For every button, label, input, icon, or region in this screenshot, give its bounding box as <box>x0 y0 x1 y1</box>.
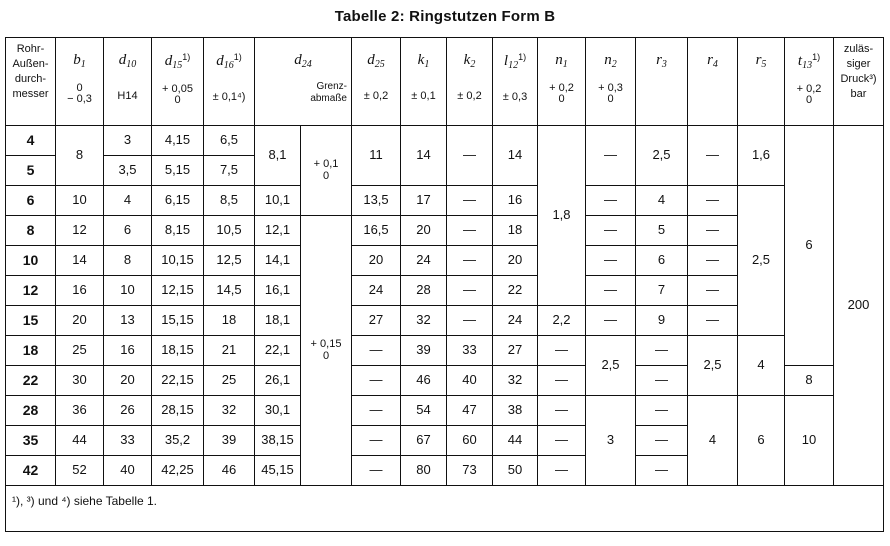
cell-k1: 20 <box>401 216 447 246</box>
cell-n2: — <box>586 216 636 246</box>
footnote: ¹), ³) und ⁴) siehe Tabelle 1. <box>6 486 884 532</box>
cell-d10: 8 <box>104 246 152 276</box>
cell-n2: — <box>586 306 636 336</box>
cell-d10: 33 <box>104 426 152 456</box>
cell-d15: 42,25 <box>152 456 204 486</box>
cell-d10: 3,5 <box>104 156 152 186</box>
cell-l12: 44 <box>493 426 538 456</box>
cell-r3: — <box>636 336 688 366</box>
header-row <box>6 38 884 126</box>
cell-r3: — <box>636 366 688 396</box>
cell-k1: 67 <box>401 426 447 456</box>
cell-l12: 27 <box>493 336 538 366</box>
cell-d25: 13,5 <box>352 186 401 216</box>
header-r5: $r_5$ <box>738 38 785 126</box>
cell-k1: 14 <box>401 126 447 186</box>
cell-d16: 46 <box>204 456 255 486</box>
cell-d15: 5,15 <box>152 156 204 186</box>
cell-d15: 12,15 <box>152 276 204 306</box>
header-t13: $t_{13}^{1)}$ + 0,2 0 <box>785 38 834 126</box>
cell-l12: 14 <box>493 126 538 186</box>
table-row <box>6 396 884 426</box>
cell-d15: 18,15 <box>152 336 204 366</box>
cell-r4: — <box>688 306 738 336</box>
cell-n2: — <box>586 186 636 216</box>
cell-r3: 4 <box>636 186 688 216</box>
cell-d16: 6,5 <box>204 126 255 156</box>
cell-d24: 14,1 <box>255 246 301 276</box>
cell-d24: 18,1 <box>255 306 301 336</box>
cell-r5: 1,6 <box>738 126 785 186</box>
cell-d25: 24 <box>352 276 401 306</box>
cell-k2: 60 <box>447 426 493 456</box>
cell-r4: — <box>688 246 738 276</box>
cell-n1: — <box>538 336 586 366</box>
cell-d24: 22,1 <box>255 336 301 366</box>
cell-n1: — <box>538 426 586 456</box>
cell-d10: 4 <box>104 186 152 216</box>
cell-k2: — <box>447 306 493 336</box>
cell-n2: — <box>586 276 636 306</box>
cell-n1: — <box>538 456 586 486</box>
cell-d10: 40 <box>104 456 152 486</box>
row-diameter: 12 <box>6 276 56 306</box>
cell-d25: — <box>352 366 401 396</box>
cell-d15: 6,15 <box>152 186 204 216</box>
cell-d16: 7,5 <box>204 156 255 186</box>
cell-t13: 10 <box>785 396 834 486</box>
cell-d24: 45,15 <box>255 456 301 486</box>
cell-d10: 13 <box>104 306 152 336</box>
cell-l12: 32 <box>493 366 538 396</box>
header-k2: $k_2$ ± 0,2 <box>447 38 493 126</box>
cell-b1: 44 <box>56 426 104 456</box>
row-diameter: 28 <box>6 396 56 426</box>
cell-d15: 10,15 <box>152 246 204 276</box>
cell-l12: 22 <box>493 276 538 306</box>
cell-k1: 80 <box>401 456 447 486</box>
cell-d15: 22,15 <box>152 366 204 396</box>
row-diameter: 6 <box>6 186 56 216</box>
cell-r4: — <box>688 126 738 186</box>
cell-r4: — <box>688 186 738 216</box>
header-d15: $d_{15}^{1)}$ + 0,05 0 <box>152 38 204 126</box>
cell-d16: 39 <box>204 426 255 456</box>
cell-k2: — <box>447 126 493 186</box>
cell-d24: 38,15 <box>255 426 301 456</box>
cell-n1: 2,2 <box>538 306 586 336</box>
cell-d24: 26,1 <box>255 366 301 396</box>
cell-k2: 40 <box>447 366 493 396</box>
cell-r5: 4 <box>738 336 785 396</box>
cell-d24: 30,1 <box>255 396 301 426</box>
cell-b1: 12 <box>56 216 104 246</box>
cell-n2: — <box>586 126 636 186</box>
cell-k2: — <box>447 246 493 276</box>
cell-b1: 10 <box>56 186 104 216</box>
cell-r5: 6 <box>738 396 785 486</box>
row-diameter: 15 <box>6 306 56 336</box>
header-r4: $r_4$ <box>688 38 738 126</box>
cell-d25: 20 <box>352 246 401 276</box>
cell-k1: 39 <box>401 336 447 366</box>
cell-r3: 9 <box>636 306 688 336</box>
header-d16: $d_{16}^{1)}$ ± 0,1⁴) <box>204 38 255 126</box>
cell-n1: — <box>538 396 586 426</box>
cell-d25: 16,5 <box>352 216 401 246</box>
header-n1: $n_1$ + 0,2 0 <box>538 38 586 126</box>
cell-k1: 17 <box>401 186 447 216</box>
header-rohr: Rohr- Außen- durch- messer <box>6 38 56 126</box>
header-l12: $l_{12}^{1)}$ ± 0,3 <box>493 38 538 126</box>
header-d24: $d_{24}$ Grenz- abmaße <box>255 38 352 126</box>
header-druck: zuläs- siger Druck³) bar <box>834 38 884 126</box>
cell-r3: 2,5 <box>636 126 688 186</box>
cell-d15: 8,15 <box>152 216 204 246</box>
cell-l12: 38 <box>493 396 538 426</box>
cell-r4: — <box>688 276 738 306</box>
cell-n2: 3 <box>586 396 636 486</box>
cell-k1: 32 <box>401 306 447 336</box>
cell-d15: 4,15 <box>152 126 204 156</box>
cell-k1: 24 <box>401 246 447 276</box>
cell-l12: 24 <box>493 306 538 336</box>
row-diameter: 22 <box>6 366 56 396</box>
cell-d10: 20 <box>104 366 152 396</box>
cell-b1: 30 <box>56 366 104 396</box>
cell-druck: 200 <box>834 126 884 486</box>
cell-d25: — <box>352 426 401 456</box>
table-row <box>6 336 884 366</box>
cell-d10: 6 <box>104 216 152 246</box>
cell-t13: 6 <box>785 126 834 366</box>
header-n2: $n_2$ + 0,3 0 <box>586 38 636 126</box>
table-title: Tabelle 2: Ringstutzen Form B <box>334 8 556 25</box>
cell-b1: 16 <box>56 276 104 306</box>
cell-r3: — <box>636 456 688 486</box>
cell-d10: 3 <box>104 126 152 156</box>
cell-d16: 10,5 <box>204 216 255 246</box>
header-d10: $d_{10}$ H14 <box>104 38 152 126</box>
cell-d10: 26 <box>104 396 152 426</box>
cell-d25: — <box>352 456 401 486</box>
cell-d16: 14,5 <box>204 276 255 306</box>
cell-n1: — <box>538 366 586 396</box>
cell-d24: 16,1 <box>255 276 301 306</box>
cell-d24: 12,1 <box>255 216 301 246</box>
cell-k2: 47 <box>447 396 493 426</box>
cell-d24: 8,1 <box>255 126 301 186</box>
cell-d16: 12,5 <box>204 246 255 276</box>
cell-l12: 16 <box>493 186 538 216</box>
cell-d10: 10 <box>104 276 152 306</box>
cell-l12: 20 <box>493 246 538 276</box>
cell-r4: 2,5 <box>688 336 738 396</box>
cell-d15: 35,2 <box>152 426 204 456</box>
cell-d24: 10,1 <box>255 186 301 216</box>
cell-k2: — <box>447 216 493 246</box>
table-row <box>6 126 884 156</box>
cell-k1: 54 <box>401 396 447 426</box>
row-diameter: 18 <box>6 336 56 366</box>
row-diameter: 8 <box>6 216 56 246</box>
cell-d25: 11 <box>352 126 401 186</box>
cell-k2: 33 <box>447 336 493 366</box>
table-row <box>6 186 884 216</box>
row-diameter: 5 <box>6 156 56 186</box>
cell-r3: 6 <box>636 246 688 276</box>
cell-b1: 14 <box>56 246 104 276</box>
cell-d25: — <box>352 336 401 366</box>
cell-n1: 1,8 <box>538 126 586 306</box>
cell-d25: 27 <box>352 306 401 336</box>
cell-t13: 8 <box>785 366 834 396</box>
cell-b1: 52 <box>56 456 104 486</box>
cell-b1: 8 <box>56 126 104 186</box>
cell-d16: 25 <box>204 366 255 396</box>
row-diameter: 42 <box>6 456 56 486</box>
cell-n2: 2,5 <box>586 336 636 396</box>
header-d25: $d_{25}$ ± 0,2 <box>352 38 401 126</box>
cell-k2: 73 <box>447 456 493 486</box>
cell-k2: — <box>447 276 493 306</box>
cell-d10: 16 <box>104 336 152 366</box>
cell-r3: — <box>636 396 688 426</box>
cell-r4: 4 <box>688 396 738 486</box>
cell-k2: — <box>447 186 493 216</box>
header-k1: $k_1$ ± 0,1 <box>401 38 447 126</box>
cell-r3: — <box>636 426 688 456</box>
row-diameter: 10 <box>6 246 56 276</box>
cell-d16: 8,5 <box>204 186 255 216</box>
cell-d16: 21 <box>204 336 255 366</box>
header-r3: $r_3$ <box>636 38 688 126</box>
cell-k1: 46 <box>401 366 447 396</box>
cell-d16: 18 <box>204 306 255 336</box>
cell-r4: — <box>688 216 738 246</box>
row-diameter: 4 <box>6 126 56 156</box>
cell-l12: 18 <box>493 216 538 246</box>
cell-r5: 2,5 <box>738 186 785 336</box>
row-diameter: 35 <box>6 426 56 456</box>
cell-r3: 7 <box>636 276 688 306</box>
cell-d15: 28,15 <box>152 396 204 426</box>
cell-grenzabmass: + 0,15 0 <box>301 216 352 486</box>
cell-l12: 50 <box>493 456 538 486</box>
cell-b1: 25 <box>56 336 104 366</box>
header-b1: $b_1$ 0 − 0,3 <box>56 38 104 126</box>
cell-k1: 28 <box>401 276 447 306</box>
cell-b1: 20 <box>56 306 104 336</box>
ringstutzen-table <box>5 37 884 532</box>
cell-d16: 32 <box>204 396 255 426</box>
cell-d25: — <box>352 396 401 426</box>
cell-grenzabmass: + 0,1 0 <box>301 126 352 216</box>
cell-r3: 5 <box>636 216 688 246</box>
cell-d15: 15,15 <box>152 306 204 336</box>
footnote-row <box>6 486 884 532</box>
cell-n2: — <box>586 246 636 276</box>
cell-b1: 36 <box>56 396 104 426</box>
